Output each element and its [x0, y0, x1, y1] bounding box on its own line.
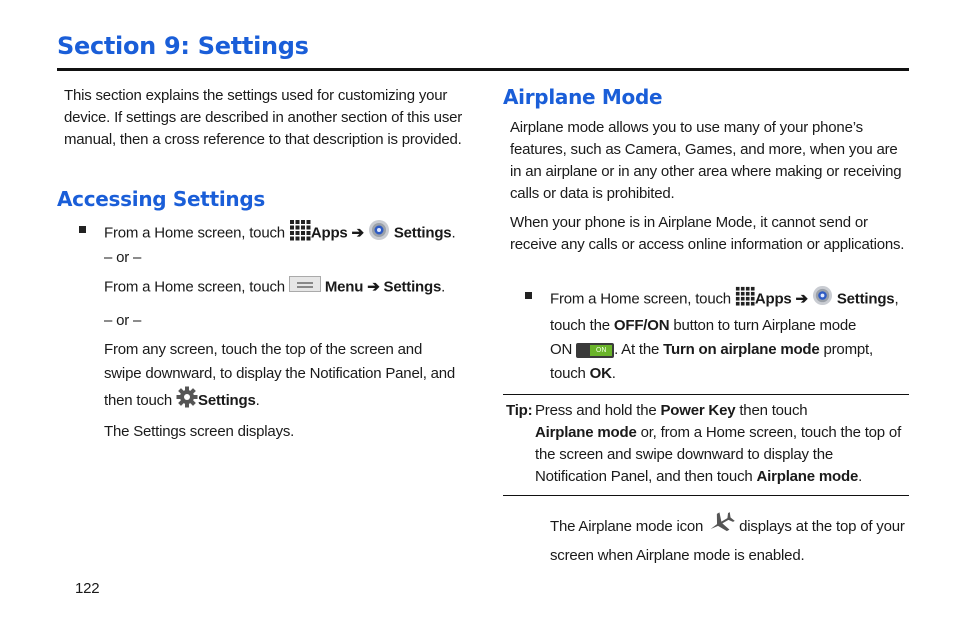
step-text-line: [104, 386, 474, 416]
toggle-label: ON: [590, 345, 612, 356]
apps-label: Apps: [310, 224, 348, 242]
arrow-glyph: ➔: [367, 278, 380, 296]
bullet-marker: [79, 226, 86, 233]
tip-line: [535, 466, 909, 488]
step-text: . At the: [614, 341, 660, 358]
tip-line: [535, 422, 909, 444]
off-on-label: OFF/ON: [613, 317, 670, 334]
settings-label: Settings: [383, 278, 442, 296]
page-number: 122: [75, 580, 100, 597]
note-line: screen when Airplane mode is enabled.: [550, 547, 805, 564]
or-separator: – or –: [104, 249, 142, 266]
punctuation: .: [611, 365, 616, 382]
step-text: prompt,: [823, 341, 873, 358]
apps-grid-icon: [289, 219, 311, 248]
accessing-step-3: [104, 338, 474, 416]
menu-label: Menu: [324, 278, 364, 296]
accessing-settings-heading: Accessing Settings: [57, 187, 265, 211]
step-text: button to turn Airplane mode: [673, 317, 857, 334]
tip-text: [535, 400, 909, 488]
punctuation: .: [858, 468, 863, 485]
settings-label: Settings: [198, 391, 256, 409]
step-line: [550, 362, 912, 386]
tip-line: [535, 400, 909, 422]
step-text: From a Home screen, touch: [104, 224, 285, 242]
title-rule: [57, 68, 909, 71]
airplane-mode-label: Airplane mode: [535, 424, 637, 441]
ok-label: OK: [589, 365, 612, 382]
settings-gear-icon: [368, 219, 390, 248]
settings-gear-icon: [812, 285, 833, 314]
prompt-name: Turn on airplane mode: [663, 341, 820, 358]
step-text: swipe downward, to display the Notification Panel, and: [104, 365, 456, 382]
step-line: [550, 338, 912, 362]
step-text: touch the: [550, 317, 610, 334]
step-text: From a Home screen, touch: [104, 278, 285, 296]
airplane-mode-heading: Airplane Mode: [503, 85, 663, 109]
step-line: [550, 314, 912, 338]
airplane-paragraph-2: When your phone is in Airplane Mode, it cannot send or receive any calls or access online information or applications.: [510, 214, 905, 253]
punctuation: .: [441, 278, 446, 296]
tip-text-part: then touch: [739, 402, 808, 419]
settings-cog-icon: [176, 386, 198, 416]
page-title: Section 9: Settings: [57, 32, 309, 60]
tip-label: [506, 400, 532, 422]
bullet-marker: [525, 292, 532, 299]
punctuation: .: [255, 391, 260, 409]
note-text: The Airplane mode icon: [550, 517, 704, 535]
step-text: From a Home screen, touch: [550, 290, 731, 308]
step-text: then touch: [104, 391, 173, 409]
on-toggle-icon: [576, 343, 614, 358]
step-line: [550, 285, 912, 314]
airplane-icon: [707, 511, 735, 543]
note-text: displays at the top of your: [739, 517, 905, 535]
accessing-step-2: [104, 276, 445, 299]
or-separator: – or –: [104, 312, 142, 329]
tip-text-part: or, from a Home screen, touch the top of: [640, 424, 902, 441]
arrow-glyph: ➔: [351, 224, 364, 242]
accessing-step-1: [104, 219, 455, 248]
power-key-label: Power Key: [660, 402, 736, 419]
note-line: [550, 511, 912, 543]
step-text: touch: [550, 365, 586, 382]
airplane-icon-note: [550, 511, 912, 568]
tip-text-part: Press and hold the: [535, 402, 657, 419]
settings-result-text: The Settings screen displays.: [104, 423, 295, 440]
step-text: From any screen, touch the top of the screen and: [104, 341, 423, 358]
settings-label: Settings: [393, 224, 452, 242]
airplane-mode-label: Airplane mode: [756, 468, 859, 485]
intro-paragraph: This section explains the settings used for customizing your device. If settings are described in another section of this user manual, then a cross reference to that description is provided.: [64, 87, 463, 148]
airplane-step: [550, 285, 912, 386]
apps-label: Apps: [754, 290, 792, 308]
punctuation: ,: [894, 290, 899, 308]
step-text: ON: [550, 341, 573, 358]
airplane-paragraph-1: Airplane mode allows you to use many of your phone’s features, such as Camera, Games, and more, when you are in an airplane or in any other area where making or receiving calls or data is prohibited.: [510, 119, 902, 202]
arrow-glyph: ➔: [795, 290, 808, 308]
settings-label: Settings: [836, 290, 895, 308]
tip-line: the screen and swipe downward to display the: [535, 446, 834, 463]
tip-label-text: Tip:: [506, 402, 533, 419]
menu-key-icon: [289, 276, 321, 299]
tip-text-part: Notification Panel, and then touch: [535, 468, 753, 485]
punctuation: .: [451, 224, 456, 242]
apps-grid-icon: [735, 286, 755, 314]
